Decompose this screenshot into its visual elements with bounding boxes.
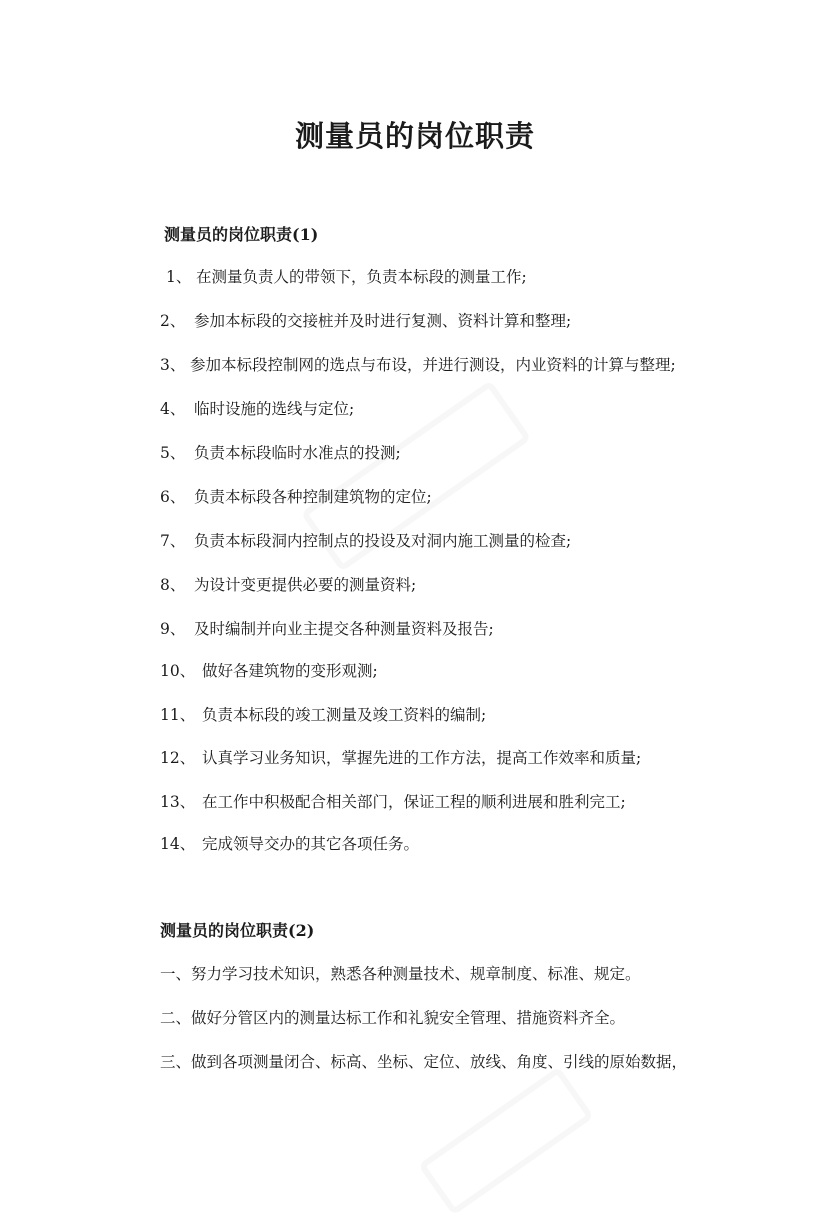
item-text: 负责本标段洞内控制点的投设及对洞内施工测量的检查; bbox=[194, 532, 572, 550]
item-number: 6、 bbox=[160, 488, 186, 506]
document-title: 测量员的岗位职责 bbox=[294, 119, 535, 153]
item-text: 负责本标段临时水准点的投测; bbox=[194, 444, 401, 462]
item-text: 负责本标段各种控制建筑物的定位; bbox=[194, 488, 432, 506]
list-item: 一、努力学习技术知识，熟悉各种测量技术、规章制度、标准、规定。 bbox=[160, 965, 641, 983]
list-item bbox=[160, 485, 432, 507]
item-number: 8、 bbox=[160, 576, 186, 594]
list-item bbox=[160, 703, 486, 725]
item-text: 做好各建筑物的变形观测; bbox=[202, 662, 378, 680]
item-number: 10、 bbox=[160, 662, 196, 680]
item-number: 14、 bbox=[160, 835, 196, 853]
item-number: 5、 bbox=[160, 444, 186, 462]
item-number: 3、 bbox=[160, 356, 186, 374]
list-item bbox=[160, 790, 626, 812]
list-item bbox=[160, 746, 641, 768]
item-text: 临时设施的选线与定位; bbox=[194, 400, 355, 418]
item-number: 2、 bbox=[160, 312, 186, 330]
item-number: 4、 bbox=[160, 400, 186, 418]
list-item bbox=[160, 529, 571, 551]
item-text: 及时编制并向业主提交各种测量资料及报告; bbox=[194, 620, 494, 638]
list-item bbox=[160, 441, 401, 463]
section1-heading: 测量员的岗位职责(1) bbox=[164, 225, 319, 244]
item-number: 13、 bbox=[160, 793, 196, 811]
list-item bbox=[166, 265, 527, 287]
item-text: 参加本标段的交接桩并及时进行复测、资料计算和整理; bbox=[194, 312, 572, 330]
item-text: 在工作中积极配合相关部门，保证工程的顺利进展和胜利完工; bbox=[202, 793, 626, 811]
item-text: 参加本标段控制网的选点与布设，并进行测设，内业资料的计算与整理; bbox=[190, 356, 676, 374]
item-number: 12、 bbox=[160, 749, 196, 767]
item-text: 在测量负责人的带领下，负责本标段的测量工作; bbox=[196, 268, 527, 286]
list-item bbox=[160, 573, 416, 595]
list-item: 三、做到各项测量闭合、标高、坐标、定位、放线、角度、引线的原始数据， bbox=[160, 1053, 688, 1071]
watermark-mark bbox=[418, 1066, 594, 1215]
item-text: 负责本标段的竣工测量及竣工资料的编制; bbox=[202, 706, 487, 724]
item-text: 完成领导交办的其它各项任务。 bbox=[202, 835, 420, 853]
list-item bbox=[160, 832, 419, 854]
item-number: 9、 bbox=[160, 620, 186, 638]
item-number: 1、 bbox=[166, 268, 192, 286]
list-item bbox=[160, 659, 378, 681]
list-item bbox=[160, 309, 571, 331]
list-item: 二、做好分管区内的测量达标工作和礼貌安全管理、措施资料齐全。 bbox=[160, 1009, 626, 1027]
item-text: 认真学习业务知识，掌握先进的工作方法，提高工作效率和质量; bbox=[202, 749, 642, 767]
list-item bbox=[160, 617, 494, 639]
item-text: 为设计变更提供必要的测量资料; bbox=[194, 576, 417, 594]
item-number: 11、 bbox=[160, 706, 196, 724]
section2-heading: 测量员的岗位职责(2) bbox=[160, 921, 315, 940]
item-number: 7、 bbox=[160, 532, 186, 550]
list-item bbox=[160, 353, 676, 375]
list-item bbox=[160, 397, 354, 419]
